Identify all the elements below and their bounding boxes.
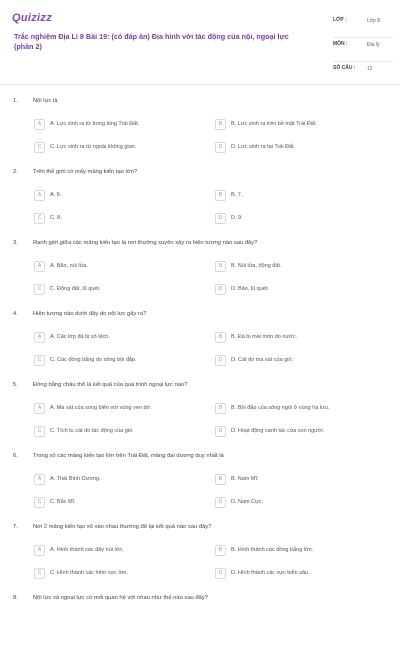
option-text: B. Lực sinh ra trên bề mặt Trái Đất.: [231, 121, 317, 127]
option-text: D. 9.: [231, 215, 243, 221]
answer-option[interactable]: [34, 282, 182, 296]
question-item: [0, 521, 400, 592]
question-text: Hiện tượng nào dưới đây do nội lực gây ra?: [33, 311, 147, 317]
meta-value: Địa lý: [367, 42, 380, 48]
meta-row: [333, 14, 393, 38]
option-text: B. Hình thành các đồng bằng lớn.: [231, 547, 314, 553]
question-text: Đồng bằng châu thổ là kết quả của quá trình ngoại lực nào?: [33, 382, 188, 388]
answer-option[interactable]: [34, 211, 182, 225]
option-text: A. Bão, núi lửa.: [50, 263, 88, 269]
question-item: [0, 308, 400, 379]
option-letter-box: B: [215, 119, 226, 130]
answer-option[interactable]: [34, 543, 182, 557]
option-text: B. Nam Mĩ.: [231, 476, 259, 482]
question-number: 3.: [13, 240, 18, 246]
meta-value: Lớp 8: [367, 18, 381, 24]
option-letter-box: C: [34, 142, 45, 153]
answer-option[interactable]: [215, 330, 363, 344]
answer-option[interactable]: [215, 472, 363, 486]
answer-option[interactable]: [215, 259, 363, 273]
option-letter-box: A: [34, 261, 45, 272]
option-letter-box: A: [34, 332, 45, 343]
option-text: C. Hình thành các hẻm vực lớn.: [50, 570, 128, 576]
option-letter-box: D: [215, 284, 226, 295]
option-letter-box: B: [215, 403, 226, 414]
option-letter-box: D: [215, 568, 226, 579]
meta-value: 12: [367, 66, 373, 72]
meta-label: LỚP :: [333, 17, 347, 23]
option-letter-box: C: [34, 355, 45, 366]
option-letter-box: D: [215, 497, 226, 508]
question-text: Ranh giới giữa các mảng kiến tạo là nơi thường xuyên xảy ra hiện tượng nào sau đây?: [33, 240, 258, 246]
question-number: 2.: [13, 169, 18, 175]
question-text: Trong số các mảng kiến tạo lớn trên Trái Đất, mảng đại dương duy nhất là: [33, 453, 224, 459]
option-text: A. Hình thành các dãy núi lớn.: [50, 547, 124, 553]
option-letter-box: D: [215, 355, 226, 366]
option-text: C. Bắc Mĩ.: [50, 499, 76, 505]
answer-option[interactable]: [34, 259, 182, 273]
answer-option[interactable]: [34, 140, 182, 154]
question-number: 1.: [13, 98, 18, 104]
option-letter-box: C: [34, 497, 45, 508]
option-text: A. Lực sinh ra từ trong lòng Trái Đất.: [50, 121, 140, 127]
question-item: [0, 166, 400, 237]
option-letter-box: B: [215, 261, 226, 272]
question-text: Nội lực là: [33, 98, 58, 104]
answer-option[interactable]: [34, 188, 182, 202]
option-text: C. Các đồng bằng do sông bồi đắp.: [50, 357, 137, 363]
option-text: D. Lực sinh ra tại Trái Đất.: [231, 144, 296, 150]
option-letter-box: A: [34, 190, 45, 201]
option-text: C. 8.: [50, 215, 62, 221]
option-letter-box: C: [34, 213, 45, 224]
option-text: A. Ma sát của sóng biển với vùng ven bờ.: [50, 405, 152, 411]
meta-row: [333, 38, 393, 62]
answer-option[interactable]: [34, 566, 182, 580]
option-text: D. Bão, lũ quét.: [231, 286, 269, 292]
answer-option[interactable]: [215, 543, 363, 557]
option-text: B. 7.: [231, 192, 243, 198]
question-number: 7.: [13, 524, 18, 530]
answer-option[interactable]: [215, 117, 363, 131]
option-letter-box: C: [34, 568, 45, 579]
answer-option[interactable]: [34, 424, 182, 438]
option-text: C. Động đất, lũ quét.: [50, 286, 101, 292]
option-letter-box: B: [215, 474, 226, 485]
question-text: Nội lực và ngoại lực có mối quan hệ với nhau như thế nào sau đây?: [33, 595, 208, 601]
question-item: [0, 592, 400, 663]
worksheet-meta: [333, 14, 393, 86]
option-letter-box: A: [34, 474, 45, 485]
quizizz-logo: Quizizz: [12, 12, 52, 24]
option-text: A. Thái Bình Dương.: [50, 476, 101, 482]
question-list: [0, 95, 400, 663]
option-letter-box: B: [215, 332, 226, 343]
answer-option[interactable]: [34, 495, 182, 509]
option-text: D. Hình thành các vực biển sâu.: [231, 570, 310, 576]
answer-option[interactable]: [34, 330, 182, 344]
question-text: Nơi 2 mảng kiến tạo xô vào nhau thường để lại kết quả nào sau đây?: [33, 524, 212, 530]
meta-label: MÔN :: [333, 41, 348, 47]
worksheet-title: Trắc nghiệm Địa Lí 8 Bài 19: (có đáp án) Địa hình với tác động của nội, ngoại lực (phần 2): [14, 32, 289, 51]
option-letter-box: A: [34, 119, 45, 130]
option-text: D. Hoạt động canh tác của con người.: [231, 428, 325, 434]
option-letter-box: C: [34, 284, 45, 295]
option-letter-box: B: [215, 545, 226, 556]
question-number: 4.: [13, 311, 18, 317]
question-item: [0, 450, 400, 521]
question-number: 5.: [13, 382, 18, 388]
option-text: A. 6.: [50, 192, 62, 198]
question-item: [0, 237, 400, 308]
worksheet-header: [0, 0, 400, 84]
header-divider: [0, 84, 400, 85]
question-text: Trên thế giới có mấy mảng kiến tạo lớn?: [33, 169, 138, 175]
option-text: C. Lực sinh ra từ ngoài không gian.: [50, 144, 137, 150]
answer-option[interactable]: [215, 282, 363, 296]
option-letter-box: A: [34, 545, 45, 556]
answer-option[interactable]: [34, 472, 182, 486]
answer-option[interactable]: [34, 353, 182, 367]
option-text: B. Bồi đắp của sông ngòi ở vùng hạ lưu.: [231, 405, 330, 411]
answer-option[interactable]: [34, 401, 182, 415]
answer-option[interactable]: [215, 566, 363, 580]
answer-option[interactable]: [215, 495, 363, 509]
question-number: 8.: [13, 595, 18, 601]
answer-option[interactable]: [215, 140, 363, 154]
option-letter-box: D: [215, 426, 226, 437]
answer-option[interactable]: [215, 211, 363, 225]
option-letter-box: C: [34, 426, 45, 437]
option-text: A. Các lớp đá bị xô lệch.: [50, 334, 110, 340]
option-letter-box: D: [215, 142, 226, 153]
question-number: 6.: [13, 453, 18, 459]
answer-option[interactable]: [34, 117, 182, 131]
answer-option[interactable]: [215, 424, 363, 438]
answer-option[interactable]: [215, 188, 363, 202]
option-letter-box: D: [215, 213, 226, 224]
option-text: C. Tích tụ cát do tác động của gió.: [50, 428, 134, 434]
option-letter-box: A: [34, 403, 45, 414]
answer-option[interactable]: [215, 353, 363, 367]
meta-label: SỐ CÂU :: [333, 65, 356, 71]
option-text: B. Núi lửa, động đất.: [231, 263, 282, 269]
question-item: [0, 95, 400, 166]
option-letter-box: B: [215, 190, 226, 201]
option-text: D. Cát do ma sát của gió.: [231, 357, 294, 363]
answer-option[interactable]: [215, 401, 363, 415]
option-text: B. Đá bị mài mòn do nước.: [231, 334, 297, 340]
option-text: D. Nam Cực.: [231, 499, 264, 505]
meta-row: [333, 62, 393, 86]
question-item: [0, 379, 400, 450]
